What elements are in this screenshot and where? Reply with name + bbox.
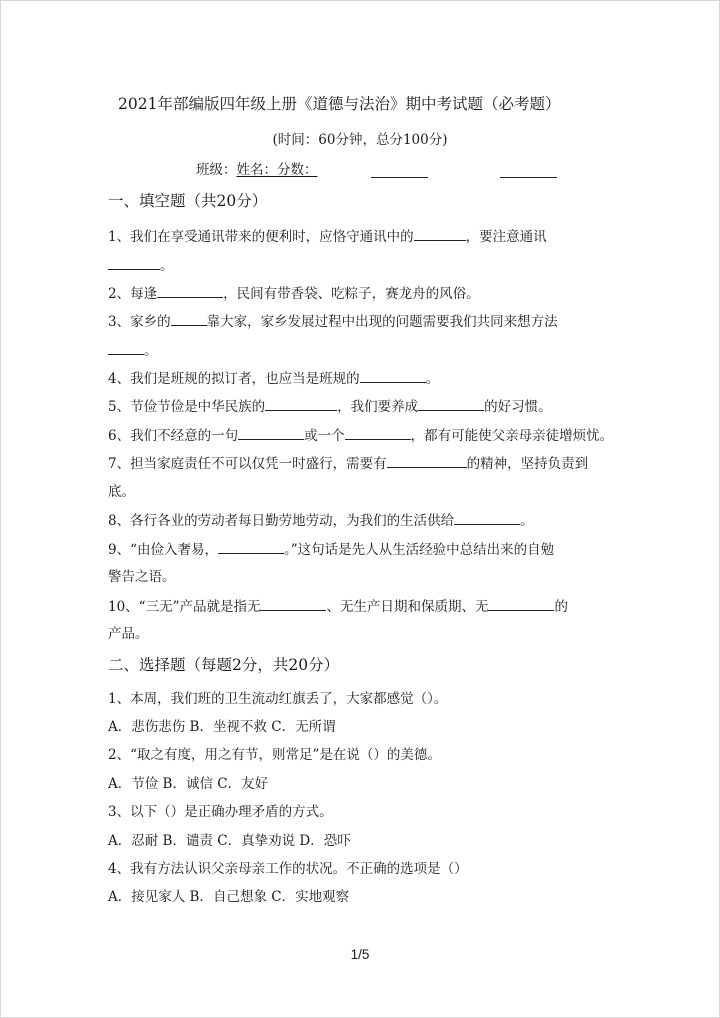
name-label: 姓名：	[236, 162, 277, 178]
q6-text-3: ，都有可能使父亲母亲徒增烦忧。	[410, 428, 614, 444]
q3-text-3: 。	[144, 343, 158, 359]
score-label: 分数：	[277, 162, 318, 178]
question-2	[108, 284, 480, 303]
question-7	[108, 454, 588, 473]
q8-text-2: 。	[520, 513, 534, 529]
q2-blank[interactable]	[157, 284, 223, 298]
mc-question-1: 1、本周，我们班的卫生流动红旗丢了，大家都感觉（）。	[108, 691, 448, 707]
q9-text: 9、“由俭入奢易，	[108, 542, 218, 558]
exam-time-note: (时间：60分钟，总分100分)	[272, 132, 448, 148]
section-heading-fill-in: 一、填空题（共20分）	[108, 192, 268, 210]
q4-blank[interactable]	[360, 369, 426, 383]
q3-text-2: 靠大家，家乡发展过程中出现的问题需要我们共同来想方法	[206, 314, 558, 330]
mc-question-1-options: A．悲伤悲伤 B．坐视不救 C．无所谓	[108, 719, 336, 735]
question-1-cont	[108, 256, 174, 275]
q3-text: 3、家乡的	[108, 314, 171, 330]
page-title: 2021年部编版四年级上册《道德与法治》期中考试题（必考题）	[118, 95, 561, 113]
q3-blank-1[interactable]	[171, 312, 207, 326]
q6-text: 6、我们不经意的一句	[108, 428, 239, 444]
class-label: 班级：	[196, 162, 237, 178]
mc-question-4: 4、我有方法认识父亲母亲工作的状况。不正确的选项是（）	[108, 861, 468, 877]
question-9-cont: 警告之语。	[108, 569, 176, 585]
mc-question-2-options: A．节俭 B．诚信 C．友好	[108, 776, 269, 792]
q1-text-3: 。	[160, 258, 174, 274]
q5-text-2: ，我们要养成	[337, 399, 419, 415]
q6-text-2: 或一个	[304, 428, 345, 444]
q2-text: 2、每逢	[108, 286, 158, 302]
question-10	[108, 597, 568, 616]
q10-text-3: 的	[554, 599, 568, 615]
question-10-cont: 产品。	[108, 626, 149, 642]
q4-text-2: 。	[425, 371, 440, 387]
mc-question-4-options: A．接见家人 B．自己想象 C．实地观察	[108, 889, 350, 905]
mc-question-3: 3、以下（）是正确办理矛盾的方式。	[108, 804, 333, 820]
question-9	[108, 540, 554, 559]
q10-blank-2[interactable]	[488, 597, 554, 611]
q10-text: 10、“三无”产品就是指无	[108, 599, 261, 615]
q5-blank-2[interactable]	[418, 397, 484, 411]
q8-text: 8、各行各业的劳动者每日勤劳地劳动，为我们的生活供给	[108, 513, 455, 529]
question-4	[108, 369, 439, 388]
q5-blank-1[interactable]	[265, 397, 337, 411]
q9-text-2: 。”这句话是先人从生活经验中总结出来的自勉	[284, 542, 555, 558]
mc-question-2: 2、“取之有度，用之有节，则常足”是在说（）的美德。	[108, 747, 441, 763]
student-info-line	[196, 161, 318, 179]
question-7-cont: 底。	[108, 484, 135, 500]
q10-blank-1[interactable]	[260, 597, 326, 611]
q7-blank[interactable]	[387, 454, 467, 468]
q2-text-2: ，民间有带香袋、吃粽子，赛龙舟的风俗。	[223, 286, 480, 302]
q8-blank[interactable]	[454, 511, 520, 525]
question-8	[108, 511, 534, 530]
q5-text: 5、节俭节俭是中华民族的	[108, 399, 266, 415]
question-3	[108, 312, 558, 331]
class-blank[interactable]	[371, 164, 428, 178]
page-number: 1/5	[350, 947, 370, 962]
question-5	[108, 397, 552, 416]
q1-text-2: ，要注意通讯	[465, 229, 547, 245]
q1-blank-1[interactable]	[414, 227, 466, 241]
q6-blank-2[interactable]	[345, 426, 411, 440]
question-3-cont	[108, 341, 158, 360]
q5-text-3: 的好习惯。	[484, 399, 552, 415]
score-blank[interactable]	[500, 164, 557, 178]
q10-text-2: 、无生产日期和保质期、无	[326, 599, 489, 615]
mc-question-3-options: A．忍耐 B．谴责 C．真挚劝说 D．恐吓	[108, 833, 351, 849]
q3-blank-2[interactable]	[108, 341, 144, 355]
q7-text: 7、担当家庭责任不可以仅凭一时盛行，需要有	[108, 456, 387, 472]
q1-text: 1、我们在享受通讯带来的便利时，应恪守通讯中的	[108, 229, 414, 245]
q9-blank[interactable]	[218, 540, 284, 554]
q6-blank-1[interactable]	[238, 426, 304, 440]
section-heading-multiple-choice: 二、选择题（每题2分，共20分）	[108, 656, 340, 674]
q7-text-2: 的精神，坚持负责到	[466, 456, 589, 472]
q4-text: 4、我们是班规的拟订者，也应当是班规的	[108, 371, 360, 387]
question-1	[108, 227, 547, 246]
question-6	[108, 426, 613, 445]
q1-blank-2[interactable]	[108, 256, 160, 270]
